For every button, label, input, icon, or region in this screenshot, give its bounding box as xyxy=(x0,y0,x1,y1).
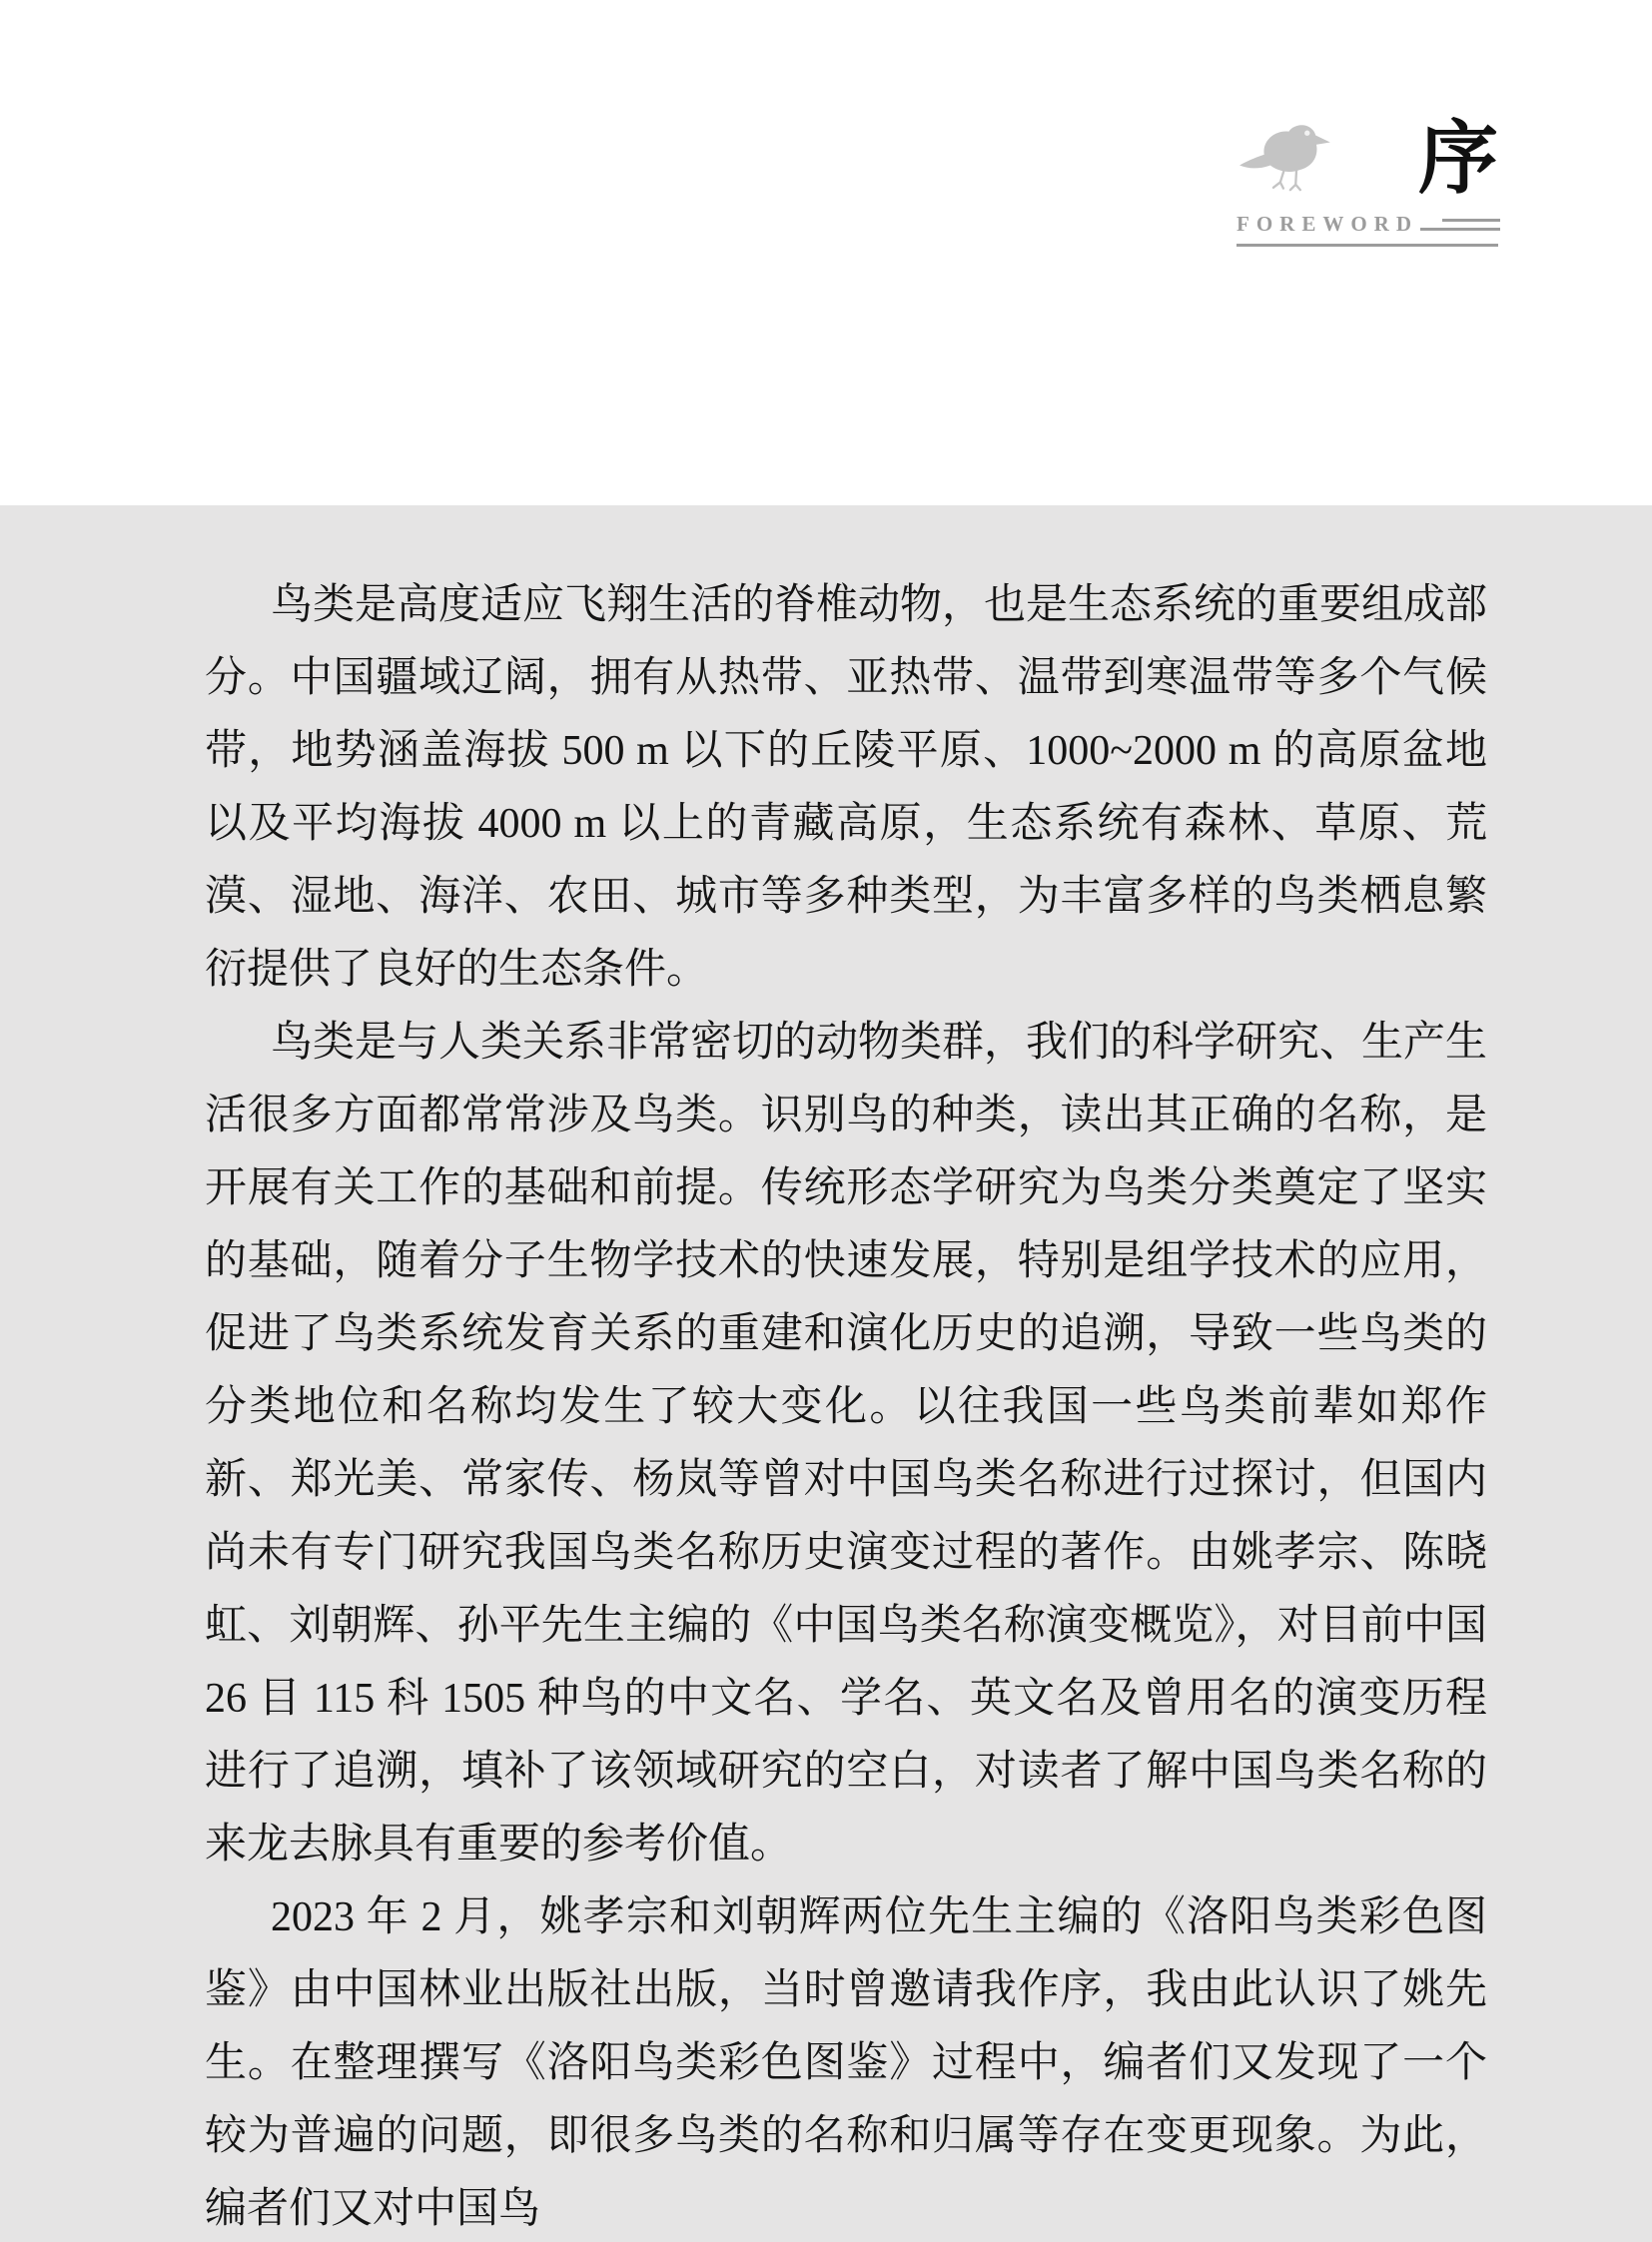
paragraph-1: 鸟类是高度适应飞翔生活的脊椎动物，也是生态系统的重要组成部分。中国疆域辽阔，拥有从热带、亚热带、温带到寒温带等多个气候带，地势涵盖海拔 500 m 以下的丘陵平原、1000~2000 m 的高原盆地以及平均海拔 4000 m 以上的青藏高原，生态系统有森林、草原、荒漠、湿地、海洋、农田、城市等多种类型，为丰富多样的鸟类栖息繁衍提供了良好的生态条件。 xyxy=(205,582,1488,993)
bird-icon xyxy=(1237,122,1336,196)
foreword-label: FOREWORD xyxy=(1237,212,1418,236)
paragraph-2: 鸟类是与人类关系非常密切的动物类群，我们的科学研究、生产生活很多方面都常常涉及鸟类。识别鸟的种类，读出其正确的名称，是开展有关工作的基础和前提。传统形态学研究为鸟类分类奠定了坚实的基础，随着分子生物学技术的快速发展，特别是组学技术的应用，促进了鸟类系统发育关系的重建和演化历史的追溯，导致一些鸟类的分类地位和名称均发生了较大变化。以往我国一些鸟类前辈如郑作新、郑光美、常家传、杨岚等曾对中国鸟类名称进行过探讨，但国内尚未有专门研究我国鸟类名称历史演变过程的著作。由姚孝宗、陈晓虹、刘朝辉、孙平先生主编的《中国鸟类名称演变概览》，对目前中国 26 目 115 科 1505 种鸟的中文名、学名、英文名及曾用名的演变历程进行了追溯，填补了该领域研究的空白，对读者了解中国鸟类名称的来龙去脉具有重要的参考价值。 xyxy=(205,1020,1488,1868)
paragraph-3: 2023 年 2 月，姚孝宗和刘朝辉两位先生主编的《洛阳鸟类彩色图鉴》由中国林业出版社出版，当时曾邀请我作序，我由此认识了姚先生。在整理撰写《洛阳鸟类彩色图鉴》过程中，编者们又发现了一个较为普遍的问题，即很多鸟类的名称和归属等存在变更现象。为此，编者们又对中国鸟 xyxy=(205,1894,1487,2232)
foreword-rule-long xyxy=(1237,244,1498,247)
foreword-rule-short-bottom xyxy=(1420,228,1500,231)
header-top-row xyxy=(1237,118,1498,202)
page-header xyxy=(1237,118,1498,247)
foreword-rule-short-top xyxy=(1442,219,1500,222)
foreword-body xyxy=(0,505,1652,2242)
foreword-row xyxy=(1237,212,1498,237)
foreword-double-rule xyxy=(1420,219,1500,231)
page-title: 序 xyxy=(1418,116,1498,204)
